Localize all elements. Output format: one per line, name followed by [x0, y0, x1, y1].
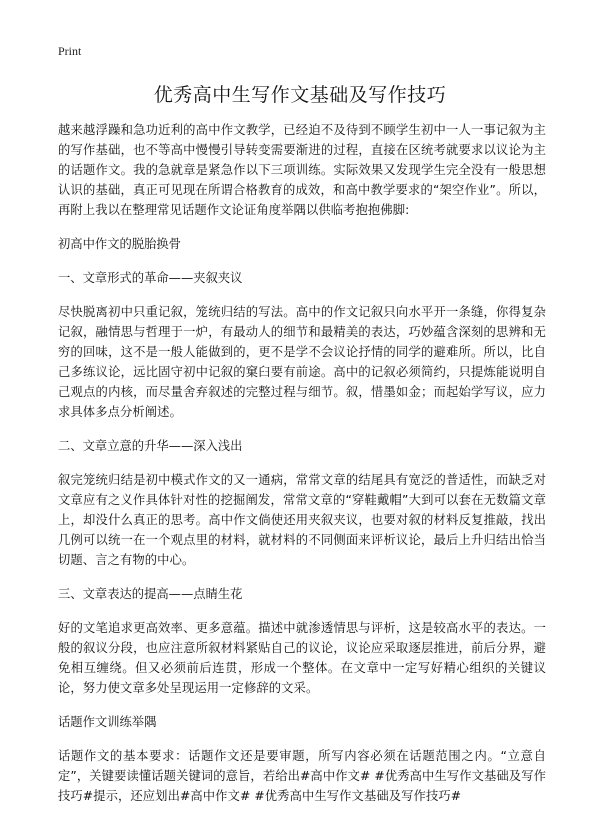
- article-body: [58, 120, 546, 820]
- paragraph-topic-training: 话题作文的基本要求：话题作文还是要审题，所写内容必须在话题范围之内。“立意自定”，关键要读懂话题关键词的意旨，若给出#高中作文# #优秀高中生写作文基础及写作技巧#提示，还应划出#高中作文# #优秀高中生写作文基础及写作技巧#: [58, 749, 546, 803]
- page-title: 优秀高中生写作文基础及写作技巧: [153, 84, 447, 106]
- intro-paragraph: 越来越浮躁和急功近利的高中作文教学，已经迫不及待到不顾学生初中一人一事记叙为主的写作基础，也不等高中慢慢引导转变需要渐进的过程，直接在区统考就要求以议论为主的话题作文。我的急就章是紧急作以下三项训练。实际效果又发现学生完全没有一般思想认识的基础，真正可见现在所谓合格教育的成效，和高中教学要求的“架空作业”。所以，再附上我以在整理常见话题作文论证角度举隅以供临考抱抱佛脚:: [58, 123, 546, 217]
- section-heading-transformation: 初高中作文的脱胎换骨: [58, 237, 181, 251]
- subheading-form: 一、文章形式的革命——夹叙夹议: [58, 271, 243, 285]
- subheading-theme: 二、文章立意的升华——深入浅出: [58, 439, 243, 453]
- subheading-expression: 三、文章表达的提高——点睛生花: [58, 587, 243, 601]
- paragraph-expression: 好的文笔追求更高效率、更多意蕴。描述中就渗透情思与评析，这是较高水平的表达。一般的叙议分段，也应注意所叙材料紧贴自己的议论，议论应采取逐层推进，前后分界，避免相互缠绕。但又必须前后连贯，形成一个整体。在文章中一定写好精心组织的关键议论，努力使文章多处呈现运用一定修辞的文采。: [58, 621, 546, 695]
- paragraph-theme: 叙完笼统归结是初中模式作文的又一通病，常常文章的结尾具有宽泛的普适性，而缺乏对文章应有之义作具体针对性的挖掘阐发，常常文章的“穿鞋戴帽”大到可以套在无数篇文章上，却没什么真正的思考。高中作文倘使还用夹叙夹议，也要对叙的材料反复推敲，找出几例可以统一在一个观点里的材料，就材料的不同侧面来评析议论，最后上升归结出恰当切题、言之有物的中心。: [58, 473, 546, 567]
- paragraph-form: 尽快脱离初中只重记叙，笼统归结的写法。高中的作文记叙只向水平开一条缝，你得复杂记叙，融情思与哲理于一炉，有最动人的细节和最精美的表达，巧妙蕴含深刻的思辨和无穷的回味，这不是一般人能做到的，更不是学不会议论抒情的同学的避难所。所以，比自己多练议论，远比固守初中记叙的窠臼要有前途。高中的记叙必须简约，只提炼能说明自己观点的内核，而尽量舍弃叙述的完整过程与细节。叙，惜墨如金；而起始学写议，应力求具体多点分析阐述。: [58, 305, 546, 419]
- print-link[interactable]: Print: [58, 44, 82, 58]
- section-heading-topic-training: 话题作文训练举隅: [58, 715, 157, 729]
